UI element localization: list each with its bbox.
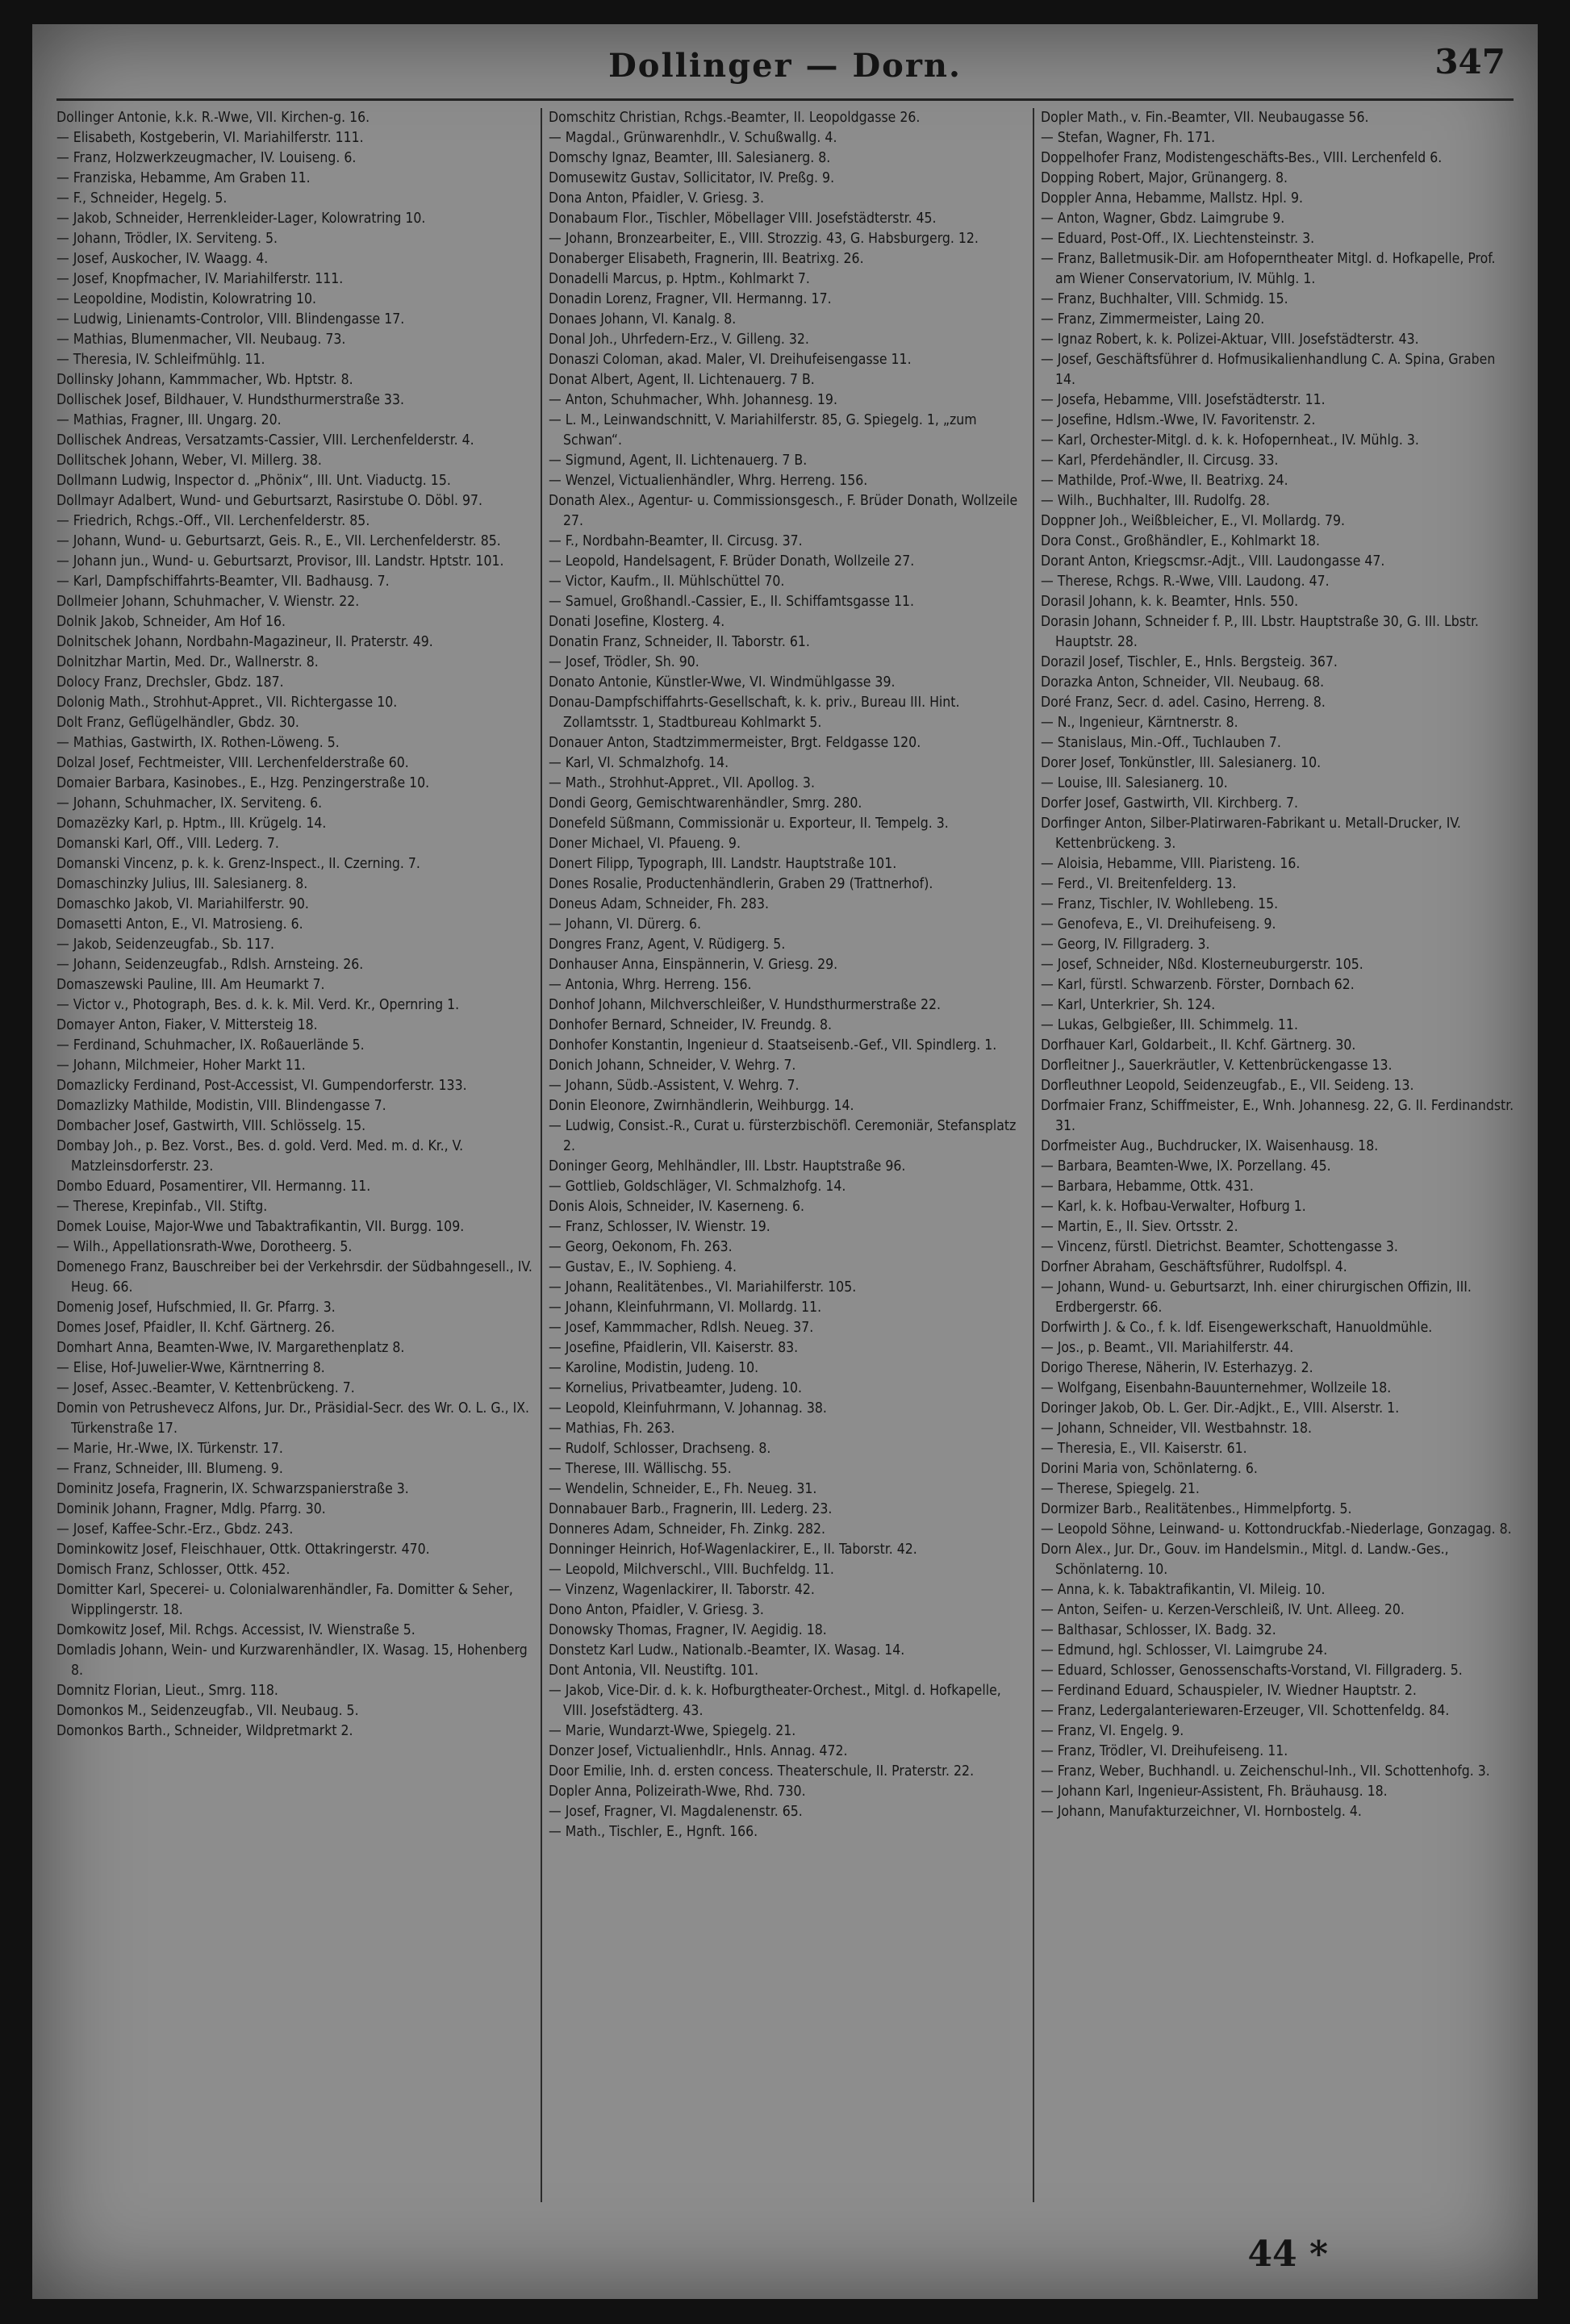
directory-entry: Dollitschek Johann, Weber, VI. Millerg. 38. (56, 453, 322, 469)
directory-entry: Domayer Anton, Fiaker, V. Mittersteig 18. (56, 1017, 318, 1033)
directory-entry: Dolnitzhar Martin, Med. Dr., Wallnerstr. 8. (56, 654, 319, 670)
directory-entry: — Jakob, Schneider, Herrenkleider-Lager, Kolowratring 10. (56, 211, 426, 227)
directory-entry: Dorfer Josef, Gastwirth, VII. Kirchberg. 7. (1041, 795, 1299, 812)
directory-entry: Dormizer Barb., Realitätenbes., Himmelpfortg. 5. (1041, 1501, 1352, 1517)
directory-entry: — Leopoldine, Modistin, Kolowratring 10. (56, 291, 316, 307)
directory-entry: — Franz, Weber, Buchhandl. u. Zeichenschul-Inh., VII. Schottenhofg. 3. (1041, 1763, 1490, 1780)
directory-entry: Donati Josefine, Klosterg. 4. (549, 614, 725, 630)
directory-entry: Donaes Johann, VI. Kanalg. 8. (549, 311, 737, 328)
directory-entry: — Franz, Schlosser, IV. Wienstr. 19. (549, 1219, 770, 1235)
directory-entry: Dorasin Johann, Schneider f. P., III. Lbstr. Hauptstraße 30, G. III. Lbstr. Hauptstr. 28. (1041, 614, 1479, 650)
directory-entry: — Kornelius, Privatbeamter, Judeng. 10. (549, 1380, 803, 1396)
directory-entry: — Karl, VI. Schmalzhofg. 14. (549, 755, 729, 771)
column-divider (1033, 108, 1034, 2202)
directory-entry: — F., Schneider, Hegelg. 5. (56, 190, 228, 207)
column-left (56, 108, 532, 2202)
column-divider (541, 108, 542, 2202)
directory-entry: — Therese, III. Wällischg. 55. (549, 1461, 732, 1477)
directory-entry: Dombo Eduard, Posamentirer, VII. Hermanng. 11. (56, 1179, 371, 1195)
directory-page (32, 24, 1538, 2299)
directory-entry: Donhofer Bernard, Schneider, IV. Freundg. 8. (549, 1017, 832, 1033)
directory-entry: Doneus Adam, Schneider, Fh. 283. (549, 896, 769, 912)
directory-entry: — Josefine, Pfaidlerin, VII. Kaiserstr. 83. (549, 1340, 799, 1356)
directory-entry: Dorfleuthner Leopold, Seidenzeugfab., E., VII. Seideng. 13. (1041, 1078, 1414, 1094)
directory-entry: Domkowitz Josef, Mil. Rchgs. Accessist, IV. Wienstraße 5. (56, 1622, 415, 1638)
directory-entry: — L. M., Leinwandschnitt, V. Mariahilferstr. 85, G. Spiegelg. 1, „zum Schwan“. (549, 412, 977, 449)
directory-entry: Dorfleitner J., Sauerkräutler, V. Kettenbrückengasse 13. (1041, 1058, 1393, 1074)
directory-entry: — Josef, Fragner, VI. Magdalenenstr. 65. (549, 1804, 803, 1820)
directory-entry: Domonkos M., Seidenzeugfab., VII. Neubaug. 5. (56, 1703, 359, 1719)
directory-entry: Dollmayr Adalbert, Wund- und Geburtsarzt, Rasirstube O. Döbl. 97. (56, 493, 482, 509)
directory-entry: Dolt Franz, Geflügelhändler, Gbdz. 30. (56, 715, 299, 731)
directory-entry: Donato Antonie, Künstler-Wwe, VI. Windmühlgasse 39. (549, 674, 896, 691)
directory-entry: — Johann, Milchmeier, Hoher Markt 11. (56, 1058, 306, 1074)
directory-entry: — Leopold, Milchverschl., VIII. Buchfeldg. 11. (549, 1562, 834, 1578)
directory-entry: — Franz, Balletmusik-Dir. am Hofoperntheater Mitgl. d. Hofkapelle, Prof. am Wiener Conservatorium, IV. Mühlg. 1. (1041, 251, 1496, 287)
directory-entry: Donert Filipp, Typograph, III. Landstr. Hauptstraße 101. (549, 856, 897, 872)
directory-entry: Dorasil Johann, k. k. Beamter, Hnls. 550. (1041, 594, 1299, 610)
directory-entry: Donnabauer Barb., Fragnerin, III. Lederg. 23. (549, 1501, 833, 1517)
directory-entry: — Theresia, E., VII. Kaiserstr. 61. (1041, 1441, 1247, 1457)
directory-entry: — Karl, Orchester-Mitgl. d. k. k. Hofopernheat., IV. Mühlg. 3. (1041, 432, 1419, 449)
directory-entry: Domaier Barbara, Kasinobes., E., Hzg. Penzingerstraße 10. (56, 775, 430, 791)
directory-entry: — Johann, Kleinfuhrmann, VI. Mollardg. 11. (549, 1300, 822, 1316)
signature-mark: 44 * (1247, 2234, 1328, 2275)
directory-entry: Dorigo Therese, Näherin, IV. Esterhazyg. 2. (1041, 1360, 1313, 1376)
directory-entry: Dono Anton, Pfaidler, V. Griesg. 3. (549, 1602, 764, 1618)
directory-entry: — Anton, Wagner, Gbdz. Laimgrube 9. (1041, 211, 1285, 227)
directory-entry: — Marie, Wundarzt-Wwe, Spiegelg. 21. (549, 1723, 796, 1739)
directory-entry: Dombay Joh., p. Bez. Vorst., Bes. d. gold. Verd. Med. m. d. Kr., V. Matzleinsdorferstr. 23. (56, 1138, 464, 1175)
directory-entry: — Karoline, Modistin, Judeng. 10. (549, 1360, 759, 1376)
header-rule (56, 98, 1514, 101)
directory-entry: — Stanislaus, Min.-Off., Tuchlauben 7. (1041, 735, 1281, 751)
directory-entry: — Therese, Rchgs. R.-Wwe, VIII. Laudong. 47. (1041, 574, 1330, 590)
directory-entry: — Ferdinand Eduard, Schauspieler, IV. Wiedner Hauptstr. 2. (1041, 1683, 1417, 1699)
directory-entry: — Johann, Südb.-Assistent, V. Wehrg. 7. (549, 1078, 800, 1094)
directory-entry: — Johann, Seidenzeugfab., Rdlsh. Arnsteing. 26. (56, 957, 364, 973)
directory-entry: — Josef, Trödler, Sh. 90. (549, 654, 699, 670)
directory-entry: — Math., Strohhut-Appret., VII. Apollog. 3. (549, 775, 815, 791)
directory-entry: — Georg, Oekonom, Fh. 263. (549, 1239, 733, 1255)
directory-entry: Donath Alex., Agentur- u. Commissionsgesch., F. Brüder Donath, Wollzeile 27. (549, 493, 1018, 529)
directory-entry: Dollischek Josef, Bildhauer, V. Hundsthurmerstraße 33. (56, 392, 404, 408)
directory-entry: Doninger Georg, Mehlhändler, III. Lbstr. Hauptstraße 96. (549, 1158, 906, 1175)
directory-entry: — Sigmund, Agent, II. Lichtenauerg. 7 B. (549, 453, 808, 469)
directory-entry: — Josef, Assec.-Beamter, V. Kettenbrückeng. 7. (56, 1380, 355, 1396)
directory-entry: — Math., Tischler, E., Hgnft. 166. (549, 1824, 758, 1840)
directory-entry: Donninger Heinrich, Hof-Wagenlackirer, E., II. Taborstr. 42. (549, 1542, 917, 1558)
directory-entry: — Vinzenz, Wagenlackirer, II. Taborstr. 42. (549, 1582, 815, 1598)
directory-entry: Dollinsky Johann, Kammmacher, Wb. Hptstr. 8. (56, 372, 353, 388)
directory-entry: Doppler Anna, Hebamme, Mallstz. Hpl. 9. (1041, 190, 1304, 207)
directory-entry: Dondi Georg, Gemischtwarenhändler, Smrg. 280. (549, 795, 862, 812)
directory-entry: Dorazil Josef, Tischler, E., Hnls. Bergsteig. 367. (1041, 654, 1338, 670)
directory-entry: — Ferd., VI. Breitenfelderg. 13. (1041, 876, 1237, 892)
directory-entry: Donhofer Konstantin, Ingenieur d. Staatseisenb.-Gef., VII. Spindlerg. 1. (549, 1037, 997, 1054)
column-right (1041, 108, 1517, 2202)
directory-entry: Donis Alois, Schneider, IV. Kaserneng. 6. (549, 1199, 805, 1215)
directory-entry: — Elise, Hof-Juwelier-Wwe, Kärntnerring 8. (56, 1360, 325, 1376)
directory-entry: — Marie, Hr.-Wwe, IX. Türkenstr. 17. (56, 1441, 283, 1457)
directory-entry: — Eduard, Schlosser, Genossenschafts-Vorstand, VI. Fillgraderg. 5. (1041, 1663, 1463, 1679)
directory-entry: — Jakob, Vice-Dir. d. k. k. Hofburgtheater-Orchest., Mitgl. d. Hofkapelle, VIII. Josefstädterg. 43. (549, 1683, 1001, 1719)
directory-entry: Dolnik Jakob, Schneider, Am Hof 16. (56, 614, 286, 630)
directory-entry: — Balthasar, Schlosser, IX. Badg. 32. (1041, 1622, 1276, 1638)
directory-entry: Dolocy Franz, Drechsler, Gbdz. 187. (56, 674, 284, 691)
directory-entry: — Martin, E., II. Siev. Ortsstr. 2. (1041, 1219, 1238, 1235)
directory-entry: — Franz, Ledergalanteriewaren-Erzeuger, VII. Schottenfeldg. 84. (1041, 1703, 1450, 1719)
directory-entry: — Franz, Tischler, IV. Wohllebeng. 15. (1041, 896, 1279, 912)
directory-entry: — Josef, Kaffee-Schr.-Erz., Gbdz. 243. (56, 1521, 294, 1538)
directory-entry: Domaszewski Pauline, III. Am Heumarkt 7. (56, 977, 325, 993)
directory-entry: — Josef, Geschäftsführer d. Hofmusikalienhandlung C. A. Spina, Graben 14. (1041, 352, 1496, 388)
directory-entry: — Vincenz, fürstl. Dietrichst. Beamter, Schottengasse 3. (1041, 1239, 1398, 1255)
directory-entry: Donhauser Anna, Einspännerin, V. Griesg. 29. (549, 957, 838, 973)
directory-entry: Domusewitz Gustav, Sollicitator, IV. Preßg. 9. (549, 170, 835, 186)
directory-entry: Doppner Joh., Weißbleicher, E., VI. Mollardg. 79. (1041, 513, 1346, 529)
directory-entry: Domazëzky Karl, p. Hptm., III. Krügelg. 14. (56, 816, 327, 832)
column-middle (549, 108, 1025, 2202)
directory-entry: — Wolfgang, Eisenbahn-Bauunternehmer, Wollzeile 18. (1041, 1380, 1392, 1396)
directory-entry: — F., Nordbahn-Beamter, II. Circusg. 37. (549, 533, 803, 549)
directory-entry: — Johann, Trödler, IX. Serviteng. 5. (56, 231, 278, 247)
directory-entry: Dominkowitz Josef, Fleischhauer, Ottk. Ottakringerstr. 470. (56, 1542, 430, 1558)
directory-entry: — Magdal., Grünwarenhdlr., V. Schußwallg. 4. (549, 130, 837, 146)
directory-entry: Domschitz Christian, Rchgs.-Beamter, II. Leopoldgasse 26. (549, 110, 921, 126)
directory-entry: — Karl, Pferdehändler, II. Circusg. 33. (1041, 453, 1279, 469)
directory-entry: Dont Antonia, VII. Neustiftg. 101. (549, 1663, 759, 1679)
directory-entry: Domin von Petrushevecz Alfons, Jur. Dr., Präsidial-Secr. des Wr. O. L. G., IX. Türkenstraße 17. (56, 1400, 530, 1437)
directory-entry: Donefeld Süßmann, Commissionär u. Exporteur, II. Tempelg. 3. (549, 816, 949, 832)
directory-entry: — Johann Karl, Ingenieur-Assistent, Fh. Bräuhausg. 18. (1041, 1784, 1388, 1800)
directory-entry: — Elisabeth, Kostgeberin, VI. Mariahilferstr. 111. (56, 130, 364, 146)
directory-entry: Dona Anton, Pfaidler, V. Griesg. 3. (549, 190, 764, 207)
directory-entry: Donadelli Marcus, p. Hptm., Kohlmarkt 7. (549, 271, 810, 287)
directory-entry: — Stefan, Wagner, Fh. 171. (1041, 130, 1216, 146)
directory-entry: — Johann, Manufakturzeichner, VI. Hornbostelg. 4. (1041, 1804, 1362, 1820)
directory-entry: Donaberger Elisabeth, Fragnerin, III. Beatrixg. 26. (549, 251, 864, 267)
directory-entry: Dones Rosalie, Productenhändlerin, Graben 29 (Trattnerhof). (549, 876, 933, 892)
directory-entry: Dorn Alex., Jur. Dr., Gouv. im Handelsmin., Mitgl. d. Landw.-Ges., Schönlaterng. 10. (1041, 1542, 1449, 1578)
directory-entry: — Mathilde, Prof.-Wwe, II. Beatrixg. 24. (1041, 473, 1288, 489)
directory-entry: — Franz, VI. Engelg. 9. (1041, 1723, 1184, 1739)
directory-entry: — Theresia, IV. Schleifmühlg. 11. (56, 352, 265, 368)
directory-entry: Dorer Josef, Tonkünstler, III. Salesianerg. 10. (1041, 755, 1322, 771)
directory-entry: Dollischek Andreas, Versatzamts-Cassier, VIII. Lerchenfelderstr. 4. (56, 432, 474, 449)
directory-entry: — Gottlieb, Goldschläger, VI. Schmalzhofg. 14. (549, 1179, 846, 1195)
directory-entry: Domladis Johann, Wein- und Kurzwarenhändler, IX. Wasag. 15, Hohenberg 8. (56, 1642, 528, 1679)
directory-entry: Dorazka Anton, Schneider, VII. Neubaug. 68. (1041, 674, 1325, 691)
directory-entry: — Ignaz Robert, k. k. Polizei-Aktuar, VIII. Josefstädterstr. 43. (1041, 332, 1419, 348)
directory-entry: — Therese, Krepinfab., VII. Stiftg. (56, 1199, 268, 1215)
directory-entry: — Edmund, hgl. Schlosser, VI. Laimgrube 24. (1041, 1642, 1328, 1659)
directory-entry: — Josefine, Hdlsm.-Wwe, IV. Favoritenstr. 2. (1041, 412, 1316, 428)
directory-entry: — Samuel, Großhandl.-Cassier, E., II. Schiffamtsgasse 11. (549, 594, 915, 610)
directory-entry: — Josef, Kammmacher, Rdlsh. Neueg. 37. (549, 1320, 814, 1336)
directory-entry: Donstetz Karl Ludw., Nationalb.-Beamter, IX. Wasag. 14. (549, 1642, 905, 1659)
directory-entry: Doner Michael, VI. Pfaueng. 9. (549, 836, 741, 852)
directory-entry: — Ludwig, Linienamts-Controlor, VIII. Blindengasse 17. (56, 311, 405, 328)
directory-entry: Dopler Math., v. Fin.-Beamter, VII. Neubaugasse 56. (1041, 110, 1369, 126)
directory-entry: Donabaum Flor., Tischler, Möbellager VIII. Josefstädterstr. 45. (549, 211, 937, 227)
directory-entry: — Johann jun., Wund- u. Geburtsarzt, Provisor, III. Landstr. Hptstr. 101. (56, 553, 504, 570)
directory-entry: Donich Johann, Schneider, V. Wehrg. 7. (549, 1058, 796, 1074)
directory-entry: — Antonia, Whrg. Herreng. 156. (549, 977, 752, 993)
directory-entry: Donowsky Thomas, Fragner, IV. Aegidig. 18. (549, 1622, 827, 1638)
directory-entry: Donauer Anton, Stadtzimmermeister, Brgt. Feldgasse 120. (549, 735, 921, 751)
directory-entry: — Aloisia, Hebamme, VIII. Piaristeng. 16. (1041, 856, 1301, 872)
directory-entry: Dorfhauer Karl, Goldarbeit., II. Kchf. Gärtnerg. 30. (1041, 1037, 1356, 1054)
directory-entry: — Eduard, Post-Off., IX. Liechtensteinstr. 3. (1041, 231, 1315, 247)
directory-entry: Dorini Maria von, Schönlaterng. 6. (1041, 1461, 1258, 1477)
directory-entry: — Johann, Bronzearbeiter, E., VIII. Strozzig. 43, G. Habsburgerg. 12. (549, 231, 979, 247)
directory-entry: — Mathias, Blumenmacher, VII. Neubaug. 73. (56, 332, 346, 348)
directory-entry: — Karl, fürstl. Schwarzenb. Förster, Dornbach 62. (1041, 977, 1355, 993)
directory-entry: — Rudolf, Schlosser, Drachseng. 8. (549, 1441, 771, 1457)
directory-entry: — Karl, Unterkrier, Sh. 124. (1041, 997, 1216, 1013)
directory-entry: — Johann, VI. Dürerg. 6. (549, 916, 702, 933)
directory-entry: Dorfmaier Franz, Schiffmeister, E., Wnh. Johannesg. 22, G. II. Ferdinandstr. 31. (1041, 1098, 1514, 1134)
directory-entry: — Franz, Holzwerkzeugmacher, IV. Louiseng. 6. (56, 150, 357, 166)
directory-entry: Dorfner Abraham, Geschäftsführer, Rudolfspl. 4. (1041, 1259, 1347, 1275)
directory-entry: — Lukas, Gelbgießer, III. Schimmelg. 11. (1041, 1017, 1298, 1033)
directory-entry: — Anton, Seifen- u. Kerzen-Verschleiß, IV. Unt. Alleeg. 20. (1041, 1602, 1405, 1618)
directory-entry: Dolnitschek Johann, Nordbahn-Magazineur, II. Praterstr. 49. (56, 634, 433, 650)
directory-entry: — Ferdinand, Schuhmacher, IX. Roßauerlände 5. (56, 1037, 365, 1054)
directory-entry: Donaszi Coloman, akad. Maler, VI. Dreihufeisengasse 11. (549, 352, 912, 368)
directory-entry: Donau-Dampfschiffahrts-Gesellschaft, k. k. priv., Bureau III. Hint. Zollamtsstr. 1, Stadtbureau Kohlmarkt 5. (549, 695, 960, 731)
directory-entry: Domaschinzky Julius, III. Salesianerg. 8. (56, 876, 308, 892)
directory-entry: Dorfwirth J. & Co., f. k. ldf. Eisengewerkschaft, Hanuoldmühle. (1041, 1320, 1433, 1336)
directory-entry: Domes Josef, Pfaidler, II. Kchf. Gärtnerg. 26. (56, 1320, 336, 1336)
directory-entry: — Johann, Realitätenbes., VI. Mariahilferstr. 105. (549, 1279, 857, 1296)
directory-entry: Donat Albert, Agent, II. Lichtenauerg. 7 B. (549, 372, 815, 388)
directory-entry: — Mathias, Fh. 263. (549, 1421, 675, 1437)
directory-entry: Domschy Ignaz, Beamter, III. Salesianerg. 8. (549, 150, 831, 166)
directory-entry: — Anton, Schuhmacher, Whh. Johannesg. 19. (549, 392, 837, 408)
directory-entry: Door Emilie, Inh. d. ersten concess. Theaterschule, II. Praterstr. 22. (549, 1763, 975, 1780)
directory-entry: — Wilh., Buchhalter, III. Rudolfg. 28. (1041, 493, 1271, 509)
directory-entry: — Josef, Schneider, Nßd. Klosterneuburgerstr. 105. (1041, 957, 1363, 973)
directory-entry: Domenego Franz, Bauschreiber bei der Verkehrsdir. der Südbahngesell., IV. Heug. 66. (56, 1259, 532, 1296)
directory-entry: — Leopold, Kleinfuhrmann, V. Johannag. 38. (549, 1400, 827, 1417)
directory-entry: Dombacher Josef, Gastwirth, VIII. Schlösselg. 15. (56, 1118, 366, 1134)
directory-entry: Dorfmeister Aug., Buchdrucker, IX. Waisenhausg. 18. (1041, 1138, 1379, 1154)
directory-entry: Dollinger Antonie, k.k. R.-Wwe, VII. Kirchen-g. 16. (56, 110, 370, 126)
directory-entry: — Ludwig, Consist.-R., Curat u. fürsterzbischöfl. Ceremoniär, Stefansplatz 2. (549, 1118, 1017, 1154)
directory-entry: — Anna, k. k. Tabaktrafikantin, VI. Mileig. 10. (1041, 1582, 1326, 1598)
directory-entry: Doringer Jakob, Ob. L. Ger. Dir.-Adjkt., E., VIII. Alserstr. 1. (1041, 1400, 1400, 1417)
directory-entry: — Leopold Söhne, Leinwand- u. Kottondruckfab.-Niederlage, Gonzagag. 8. (1041, 1521, 1512, 1538)
directory-entry: Dolonig Math., Strohhut-Appret., VII. Richtergasse 10. (56, 695, 398, 711)
directory-entry: — Johann, Wund- u. Geburtsarzt, Inh. einer chirurgischen Offizin, III. Erdbergerstr. 66. (1041, 1279, 1472, 1316)
directory-entry: Dopping Robert, Major, Grünangerg. 8. (1041, 170, 1288, 186)
page-number: 347 (1434, 42, 1505, 81)
directory-entry: — Gustav, E., IV. Sophieng. 4. (549, 1259, 737, 1275)
directory-entry: — Genofeva, E., VI. Dreihufeiseng. 9. (1041, 916, 1276, 933)
directory-entry: Donal Joh., Uhrfedern-Erz., V. Gilleng. 32. (549, 332, 809, 348)
directory-entry: Domanski Karl, Off., VIII. Lederg. 7. (56, 836, 279, 852)
directory-entry: Doppelhofer Franz, Modistengeschäfts-Bes., VIII. Lerchenfeld 6. (1041, 150, 1443, 166)
directory-entry: Doré Franz, Secr. d. adel. Casino, Herreng. 8. (1041, 695, 1326, 711)
directory-entry: — Josef, Knopfmacher, IV. Mariahilferstr. 111. (56, 271, 344, 287)
directory-entry: — Wenzel, Victualienhändler, Whrg. Herreng. 156. (549, 473, 868, 489)
directory-entry: Dongres Franz, Agent, V. Rüdigerg. 5. (549, 937, 786, 953)
directory-entry: — Franz, Zimmermeister, Laing 20. (1041, 311, 1265, 328)
directory-entry: Domazlicky Ferdinand, Post-Accessist, VI. Gumpendorferstr. 133. (56, 1078, 467, 1094)
directory-entry: Domaschko Jakob, VI. Mariahilferstr. 90. (56, 896, 309, 912)
directory-entry: Domasetti Anton, E., VI. Matrosieng. 6. (56, 916, 303, 933)
directory-entry: Donhof Johann, Milchverschleißer, V. Hundsthurmerstraße 22. (549, 997, 941, 1013)
directory-entry: — Mathias, Gastwirth, IX. Rothen-Löweng. 5. (56, 735, 340, 751)
directory-entry: — N., Ingenieur, Kärntnerstr. 8. (1041, 715, 1238, 731)
directory-entry: Dominitz Josefa, Fragnerin, IX. Schwarzspanierstraße 3. (56, 1481, 409, 1497)
directory-entry: Donneres Adam, Schneider, Fh. Zinkg. 282. (549, 1521, 825, 1538)
directory-entry: — Johann, Wund- u. Geburtsarzt, Geis. R., E., VII. Lerchenfelderstr. 85. (56, 533, 501, 549)
directory-entry: — Karl, Dampfschiffahrts-Beamter, VII. Badhausg. 7. (56, 574, 390, 590)
directory-entry: Donadin Lorenz, Fragner, VII. Hermanng. 17. (549, 291, 832, 307)
directory-entry: Dorfinger Anton, Silber-Platirwaren-Fabrikant u. Metall-Drucker, IV. Kettenbrückeng. 3. (1041, 816, 1461, 852)
directory-entry: — Franz, Buchhalter, VIII. Schmidg. 15. (1041, 291, 1288, 307)
directory-entry: Domanski Vincenz, p. k. k. Grenz-Inspect., II. Czerning. 7. (56, 856, 420, 872)
directory-entry: — Therese, Spiegelg. 21. (1041, 1481, 1200, 1497)
directory-entry: Dollmann Ludwig, Inspector d. „Phönix“, III. Unt. Viaductg. 15. (56, 473, 451, 489)
directory-entry: — Josef, Auskocher, IV. Waagg. 4. (56, 251, 269, 267)
directory-entry: Domnitz Florian, Lieut., Smrg. 118. (56, 1683, 278, 1699)
directory-entry: Dollmeier Johann, Schuhmacher, V. Wienstr. 22. (56, 594, 360, 610)
directory-entry: Dorant Anton, Kriegscmsr.-Adjt., VIII. Laudongasse 47. (1041, 553, 1385, 570)
directory-entry: — Johann, Schuhmacher, IX. Serviteng. 6. (56, 795, 323, 812)
directory-entry: Donin Eleonore, Zwirnhändlerin, Weihburgg. 14. (549, 1098, 854, 1114)
directory-entry: — Franziska, Hebamme, Am Graben 11. (56, 170, 311, 186)
directory-entry: — Victor v., Photograph, Bes. d. k. k. Mil. Verd. Kr., Opernring 1. (56, 997, 460, 1013)
directory-entry: — Leopold, Handelsagent, F. Brüder Donath, Wollzeile 27. (549, 553, 915, 570)
directory-entry: — Franz, Schneider, III. Blumeng. 9. (56, 1461, 283, 1477)
directory-entry: Donatin Franz, Schneider, II. Taborstr. 61. (549, 634, 810, 650)
directory-entry: — Jakob, Seidenzeugfab., Sb. 117. (56, 937, 275, 953)
directory-entry: Dora Const., Großhändler, E., Kohlmarkt 18. (1041, 533, 1320, 549)
directory-entry: Domazlizky Mathilde, Modistin, VIII. Blindengasse 7. (56, 1098, 386, 1114)
directory-entry: — Wilh., Appellationsrath-Wwe, Dorotheerg. 5. (56, 1239, 353, 1255)
directory-entry: — Friedrich, Rchgs.-Off., VII. Lerchenfelderstr. 85. (56, 513, 370, 529)
directory-entry: — Josefa, Hebamme, VIII. Josefstädterstr. 11. (1041, 392, 1326, 408)
directory-entry: — Georg, IV. Fillgraderg. 3. (1041, 937, 1210, 953)
directory-entry: Domitter Karl, Specerei- u. Colonialwarenhändler, Fa. Domitter & Seher, Wipplingerstr. 18. (56, 1582, 513, 1618)
directory-entry: Dominik Johann, Fragner, Mdlg. Pfarrg. 30. (56, 1501, 326, 1517)
directory-entry: — Louise, III. Salesianerg. 10. (1041, 775, 1228, 791)
directory-entry: Domisch Franz, Schlosser, Ottk. 452. (56, 1562, 290, 1578)
directory-entry: — Jos., p. Beamt., VII. Mariahilferstr. 44. (1041, 1340, 1294, 1356)
directory-entry: — Johann, Schneider, VII. Westbahnstr. 18. (1041, 1421, 1312, 1437)
directory-entry: Domenig Josef, Hufschmied, II. Gr. Pfarrg. 3. (56, 1300, 336, 1316)
page-title: Dollinger — Dorn. (608, 47, 962, 85)
directory-entry: — Mathias, Fragner, III. Ungarg. 20. (56, 412, 282, 428)
directory-entry: Domhart Anna, Beamten-Wwe, IV. Margarethenplatz 8. (56, 1340, 405, 1356)
directory-entry: — Barbara, Beamten-Wwe, IX. Porzellang. 45. (1041, 1158, 1331, 1175)
directory-entry: Domek Louise, Major-Wwe und Tabaktrafikantin, VII. Burgg. 109. (56, 1219, 465, 1235)
directory-entry: — Franz, Trödler, VI. Dreihufeiseng. 11. (1041, 1743, 1288, 1759)
directory-entry: — Victor, Kaufm., II. Mühlschüttel 70. (549, 574, 785, 590)
directory-entry: Dopler Anna, Polizeirath-Wwe, Rhd. 730. (549, 1784, 806, 1800)
directory-entry: — Wendelin, Schneider, E., Fh. Neueg. 31. (549, 1481, 817, 1497)
directory-entry: Dolzal Josef, Fechtmeister, VIII. Lerchenfelderstraße 60. (56, 755, 409, 771)
directory-entry: Donzer Josef, Victualienhdlr., Hnls. Annag. 472. (549, 1743, 848, 1759)
directory-entry: — Karl, k. k. Hofbau-Verwalter, Hofburg 1. (1041, 1199, 1306, 1215)
directory-entry: Domonkos Barth., Schneider, Wildpretmarkt 2. (56, 1723, 353, 1739)
directory-entry: — Barbara, Hebamme, Ottk. 431. (1041, 1179, 1254, 1195)
